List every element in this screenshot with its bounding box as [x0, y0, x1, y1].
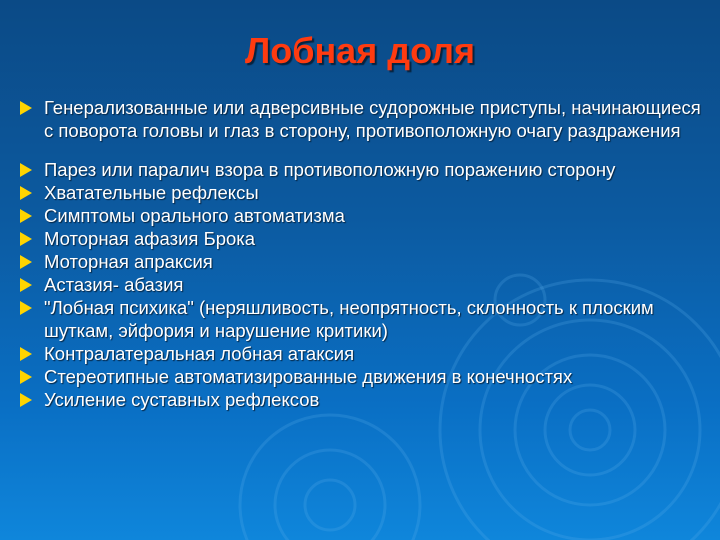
arrow-bullet-icon: [20, 101, 32, 115]
list-item: [20, 96, 710, 142]
arrow-bullet-icon: [20, 163, 32, 177]
list-item-text: Контралатеральная лобная атаксия: [44, 343, 355, 364]
list-item: [20, 273, 710, 296]
arrow-bullet-icon: [20, 301, 32, 315]
list-item-text: Моторная апраксия: [44, 251, 213, 272]
list-item: [20, 227, 710, 250]
list-item: [20, 204, 710, 227]
arrow-bullet-icon: [20, 232, 32, 246]
arrow-bullet-icon: [20, 255, 32, 269]
list-item-text: Парез или паралич взора в противоположную поражению сторону: [44, 159, 616, 180]
list-item-text: Астазия- абазия: [44, 274, 184, 295]
list-item: [20, 181, 710, 204]
list-item: [20, 342, 710, 365]
arrow-bullet-icon: [20, 393, 32, 407]
arrow-bullet-icon: [20, 209, 32, 223]
list-item-text: "Лобная психика" (неряшливость, неопрятность, склонность к плоским шуткам, эйфория и нарушение критики): [44, 297, 654, 341]
bullet-list: [20, 96, 710, 411]
list-item-text: Моторная афазия Брока: [44, 228, 256, 249]
list-item-text: Симптомы орального автоматизма: [44, 205, 345, 226]
list-item: [20, 158, 710, 181]
list-item: [20, 250, 710, 273]
list-item: [20, 365, 710, 388]
arrow-bullet-icon: [20, 347, 32, 361]
list-item-text: Хватательные рефлексы: [44, 182, 259, 203]
list-item: [20, 388, 710, 411]
list-item-text: Усиление суставных рефлексов: [44, 389, 320, 410]
arrow-bullet-icon: [20, 370, 32, 384]
arrow-bullet-icon: [20, 278, 32, 292]
list-item-text: Стереотипные автоматизированные движения в конечностях: [44, 366, 573, 387]
list-item-text: Генерализованные или адверсивные судорожные приступы, начинающиеся с поворота головы и глаз в сторону, противоположную очагу раздражения: [44, 97, 701, 141]
arrow-bullet-icon: [20, 186, 32, 200]
slide-title: Лобная доля: [244, 30, 476, 71]
list-item: [20, 296, 710, 342]
